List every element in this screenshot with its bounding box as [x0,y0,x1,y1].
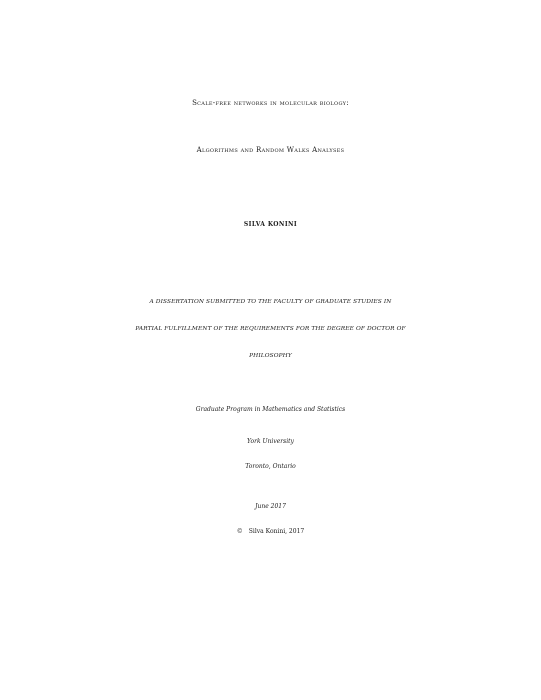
submission-date: June 2017 [255,503,286,510]
copyright-symbol: © [236,528,243,535]
university-name: York University [247,438,294,445]
author-name: SILVA KONINI [243,221,298,228]
university-location: Toronto, Ontario [245,463,296,470]
thesis-title-line-1: Scale-free networks in molecular biology: [192,99,349,107]
graduate-program: Graduate Program in Mathematics and Statistics [195,406,346,413]
thesis-title-line-2: Algorithms and Random Walks Analyses [196,146,345,154]
copyright-text: Silva Konini, 2017 [248,528,305,535]
dissertation-statement-line-3: PHILOSOPHY [249,353,292,359]
copyright-notice [0,528,541,535]
dissertation-statement-line-1: A DISSERTATION SUBMITTED TO THE FACULTY OF GRADUATE STUDIES IN [149,299,392,305]
dissertation-statement-line-2: PARTIAL FULFILLMENT OF THE REQUIREMENTS FOR THE DEGREE OF DOCTOR OF [135,326,406,332]
